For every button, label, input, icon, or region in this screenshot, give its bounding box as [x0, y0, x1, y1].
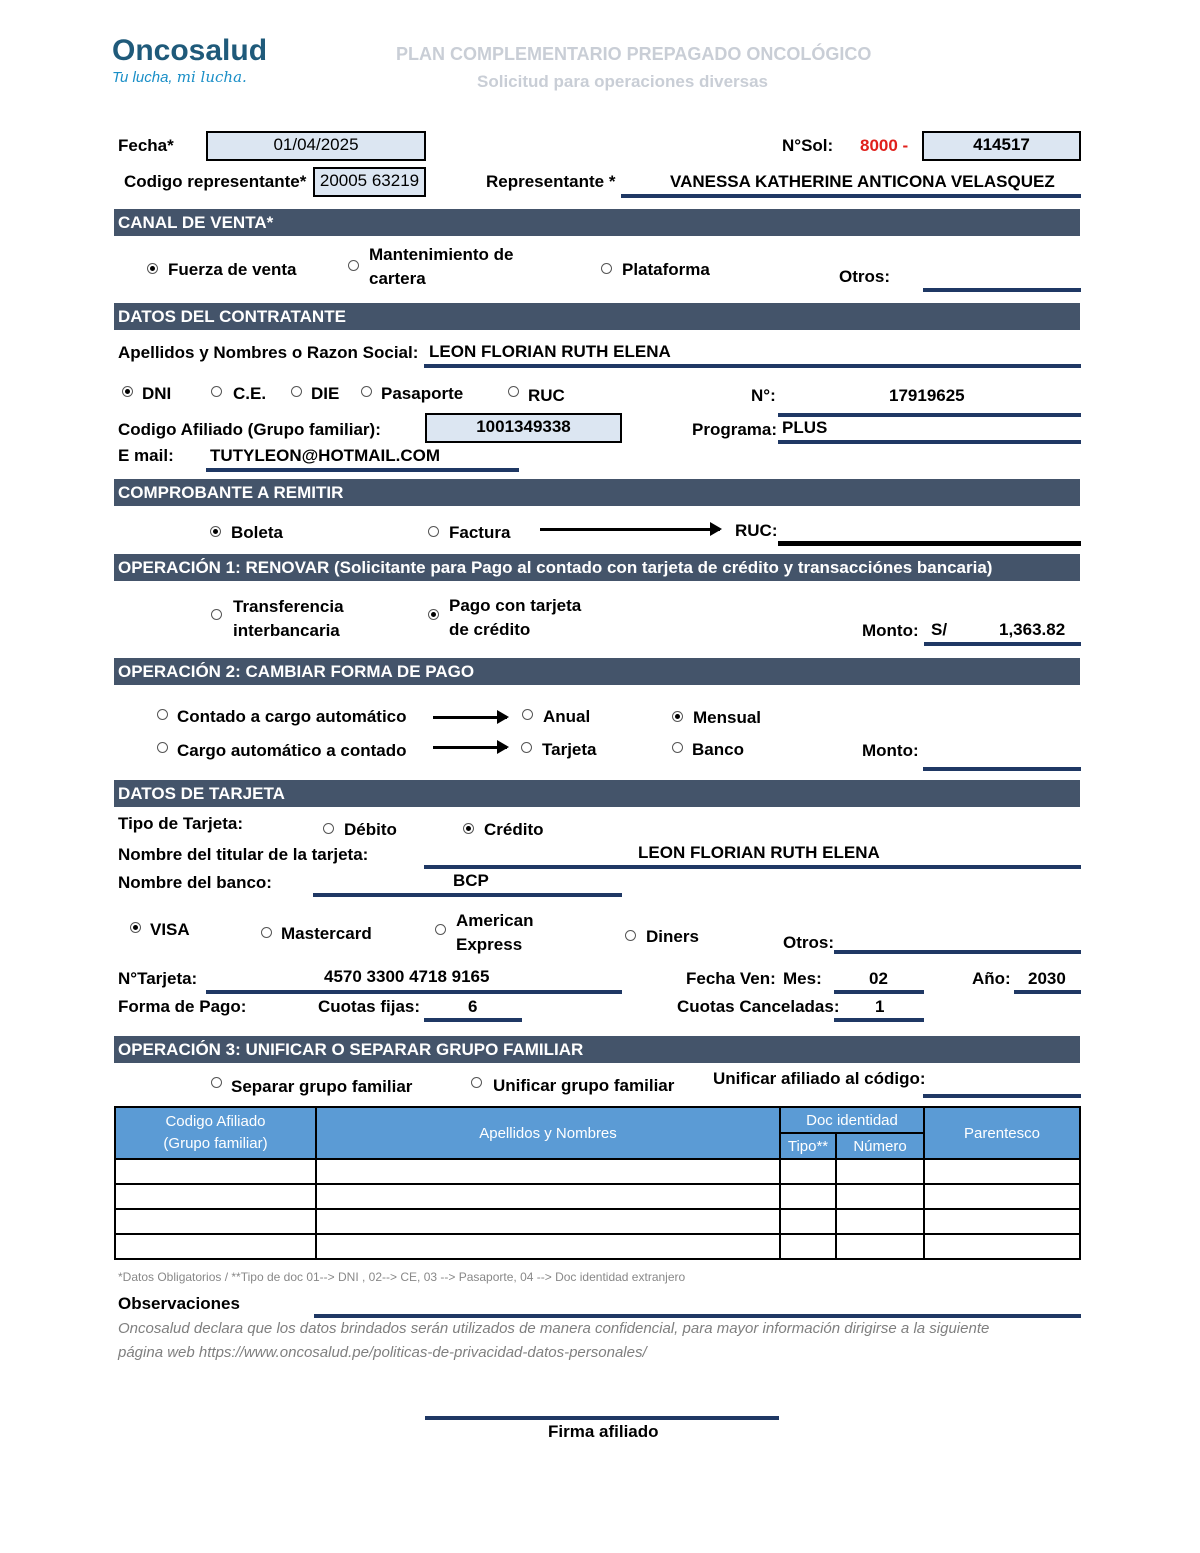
radio-boleta[interactable]	[210, 526, 221, 537]
mastercard-label: Mastercard	[281, 924, 372, 943]
ruc-comprobante-field[interactable]	[778, 541, 1081, 546]
arrow-right-icon	[433, 746, 507, 749]
contado-label: Contado a cargo automático	[177, 707, 407, 726]
transferencia-label-a: Transferencia	[233, 597, 344, 616]
col-header-doc: Doc identidad	[780, 1107, 924, 1133]
nombre-field[interactable]: LEON FLORIAN RUTH ELENA	[429, 342, 671, 361]
radio-unificar[interactable]	[471, 1077, 482, 1088]
radio-cargo[interactable]	[157, 742, 168, 753]
radio-separar[interactable]	[211, 1077, 222, 1088]
unificar-label: Unificar grupo familiar	[493, 1076, 675, 1095]
observaciones-field[interactable]	[314, 1288, 1081, 1318]
radio-ruc[interactable]	[508, 386, 519, 397]
die-label: DIE	[311, 384, 340, 403]
radio-pago-tarjeta[interactable]	[428, 609, 439, 620]
codafil-field[interactable]: 1001349338	[425, 413, 622, 443]
dni-label: DNI	[142, 384, 172, 403]
programa-field[interactable]: PLUS	[782, 418, 828, 437]
titular-label: Nombre del titular de la tarjeta:	[118, 845, 369, 864]
transferencia-label-b: interbancaria	[233, 621, 340, 640]
radio-tarjeta[interactable]	[521, 742, 532, 753]
footnote: *Datos Obligatorios / **Tipo de doc 01--> DNI , 02--> CE, 03 --> Pasaporte, 04 --> Doc identidad extranjero	[118, 1270, 686, 1284]
mensual-label: Mensual	[693, 708, 762, 727]
logo-tagline-a: Tu lucha,	[112, 69, 173, 86]
credito-label: Crédito	[484, 820, 544, 839]
banco-label: Banco	[692, 740, 744, 759]
forma-pago-label: Forma de Pago:	[118, 997, 247, 1016]
mantenimiento-label-b: cartera	[369, 269, 426, 288]
fecha-label: Fecha*	[118, 136, 174, 155]
fecha-ven-label: Fecha Ven:	[686, 969, 776, 988]
rep-label: Representante *	[486, 172, 616, 191]
logo-brand: Oncosalud	[112, 34, 268, 67]
boleta-label: Boleta	[231, 523, 283, 542]
anio-label: Año:	[972, 969, 1011, 988]
form-subtitle: Solicitud para operaciones diversas	[477, 72, 769, 91]
col-header-codigo: Codigo Afiliado (Grupo familiar)	[115, 1107, 316, 1159]
radio-diners[interactable]	[625, 930, 636, 941]
radio-plataforma[interactable]	[601, 263, 612, 274]
mes-field[interactable]: 02	[869, 969, 888, 988]
num-tarjeta-field[interactable]: 4570 3300 4718 9165	[324, 967, 490, 986]
otros-label: Otros:	[839, 267, 890, 286]
section-tarjeta: DATOS DE TARJETA	[114, 780, 1080, 807]
plataforma-label: Plataforma	[622, 260, 710, 279]
tipo-tarjeta-label: Tipo de Tarjeta:	[118, 814, 244, 833]
radio-factura[interactable]	[428, 526, 439, 537]
col-header-parentesco: Parentesco	[924, 1107, 1080, 1159]
firma-label: Firma afiliado	[548, 1422, 659, 1441]
separar-label: Separar grupo familiar	[231, 1077, 413, 1096]
email-field[interactable]: TUTYLEON@HOTMAIL.COM	[210, 446, 440, 465]
cargo-label: Cargo automático a contado	[177, 741, 407, 760]
radio-mensual[interactable]	[672, 711, 683, 722]
radio-transferencia[interactable]	[211, 609, 222, 620]
radio-ce[interactable]	[211, 386, 222, 397]
titular-field[interactable]: LEON FLORIAN RUTH ELENA	[638, 843, 880, 862]
amex-label-a: American	[456, 911, 534, 930]
grupo-familiar-table	[114, 1106, 1081, 1260]
banco-nombre-field[interactable]: BCP	[453, 871, 489, 890]
radio-pasaporte[interactable]	[361, 386, 372, 397]
rep-field[interactable]: VANESSA KATHERINE ANTICONA VELASQUEZ	[670, 172, 1055, 191]
codrep-label: Codigo representante*	[124, 172, 307, 191]
section-op1: OPERACIÓN 1: RENOVAR (Solicitante para Pago al contado con tarjeta de crédito y transacciónes bancaria)	[114, 554, 1080, 581]
firma-line[interactable]	[425, 1416, 779, 1420]
diners-label: Diners	[646, 927, 699, 946]
unificar-codigo-label: Unificar afiliado al código:	[713, 1069, 926, 1088]
oncosalud-logo	[112, 34, 267, 86]
mantenimiento-label-a: Mantenimiento de	[369, 245, 514, 264]
factura-label: Factura	[449, 523, 511, 542]
monto-op1-currency: S/	[931, 620, 948, 639]
section-op2: OPERACIÓN 2: CAMBIAR FORMA DE PAGO	[114, 658, 1080, 685]
num-doc-field[interactable]: 17919625	[889, 386, 965, 405]
fecha-field[interactable]: 01/04/2025	[206, 131, 426, 161]
radio-amex[interactable]	[435, 924, 446, 935]
canceladas-label: Cuotas Canceladas:	[677, 997, 840, 1016]
amex-label-b: Express	[456, 935, 523, 954]
codafil-label: Codigo Afiliado (Grupo familiar):	[118, 420, 381, 439]
radio-dni[interactable]	[122, 386, 133, 397]
section-op3: OPERACIÓN 3: UNIFICAR O SEPARAR GRUPO FAMILIAR	[114, 1036, 1080, 1063]
monto-op2-label: Monto:	[862, 741, 919, 760]
radio-visa[interactable]	[130, 922, 141, 933]
radio-contado[interactable]	[157, 709, 168, 720]
section-comprobante: COMPROBANTE A REMITIR	[114, 479, 1080, 506]
mes-label: Mes:	[783, 969, 822, 988]
arrow-right-icon	[433, 716, 507, 719]
fuerza-venta-label: Fuerza de venta	[168, 260, 297, 279]
logo-tagline-b: mi lucha.	[176, 68, 247, 86]
table-row	[115, 1234, 1080, 1259]
table-row	[115, 1209, 1080, 1234]
nsol-field[interactable]: 414517	[922, 131, 1081, 161]
pasaporte-label: Pasaporte	[381, 384, 464, 403]
table-row	[115, 1159, 1080, 1184]
anual-label: Anual	[543, 707, 591, 726]
monto-op1-label: Monto:	[862, 621, 919, 640]
radio-fuerza-venta[interactable]	[147, 263, 158, 274]
tarjeta-otros-field[interactable]	[834, 924, 1081, 954]
unificar-codigo-field[interactable]	[923, 1068, 1081, 1098]
nombre-label: Apellidos y Nombres o Razon Social:	[118, 343, 419, 362]
col-header-tipo: Tipo**	[780, 1133, 836, 1159]
programa-label: Programa:	[692, 420, 778, 439]
col-header-numero: Número	[836, 1133, 924, 1159]
otros-field[interactable]	[923, 262, 1081, 292]
radio-banco[interactable]	[672, 742, 683, 753]
codrep-field[interactable]: 20005 63219	[313, 167, 426, 197]
monto-op1-field[interactable]: 1,363.82	[999, 620, 1066, 639]
tarjeta-label: Tarjeta	[542, 740, 597, 759]
radio-mastercard[interactable]	[261, 927, 272, 938]
anio-field[interactable]: 2030	[1028, 969, 1066, 988]
email-label: E mail:	[118, 446, 174, 465]
arrow-right-icon	[540, 528, 720, 531]
radio-debito[interactable]	[323, 823, 334, 834]
radio-die[interactable]	[291, 386, 302, 397]
nsol-prefix: 8000 -	[860, 136, 909, 155]
canceladas-field[interactable]: 1	[875, 997, 885, 1016]
section-contratante: DATOS DEL CONTRATANTE	[114, 303, 1080, 330]
radio-credito[interactable]	[463, 823, 474, 834]
ce-label: C.E.	[233, 384, 267, 403]
num-doc-label: N°:	[751, 386, 776, 405]
visa-label: VISA	[150, 920, 190, 939]
col-header-nombres: Apellidos y Nombres	[316, 1107, 780, 1159]
banco-nombre-label: Nombre del banco:	[118, 873, 272, 892]
privacy-text-b: página web https://www.oncosalud.pe/politicas-de-privacidad-datos-personales/	[118, 1344, 647, 1361]
ruc-label: RUC	[528, 386, 565, 405]
cuotas-label: Cuotas fijas:	[318, 997, 421, 1016]
privacy-text-a: Oncosalud declara que los datos brindados serán utilizados de manera confidencial, para mayor información dirigirse a la siguiente	[118, 1320, 990, 1337]
pago-tarjeta-label-b: de crédito	[449, 620, 531, 639]
pago-tarjeta-label-a: Pago con tarjeta	[449, 596, 582, 615]
debito-label: Débito	[344, 820, 397, 839]
tarjeta-otros-label: Otros:	[783, 933, 834, 952]
radio-anual[interactable]	[522, 709, 533, 720]
radio-mantenimiento[interactable]	[348, 260, 359, 271]
monto-op2-field[interactable]	[923, 740, 1081, 771]
cuotas-field[interactable]: 6	[468, 997, 478, 1016]
ruc-comprobante-label: RUC:	[735, 521, 778, 540]
observaciones-label: Observaciones	[118, 1294, 240, 1313]
form-title: PLAN COMPLEMENTARIO PREPAGADO ONCOLÓGICO	[396, 44, 872, 64]
nsol-label: N°Sol:	[782, 136, 834, 155]
num-tarjeta-label: N°Tarjeta:	[118, 969, 198, 988]
section-canal-venta: CANAL DE VENTA*	[114, 209, 1080, 236]
table-row	[115, 1184, 1080, 1209]
